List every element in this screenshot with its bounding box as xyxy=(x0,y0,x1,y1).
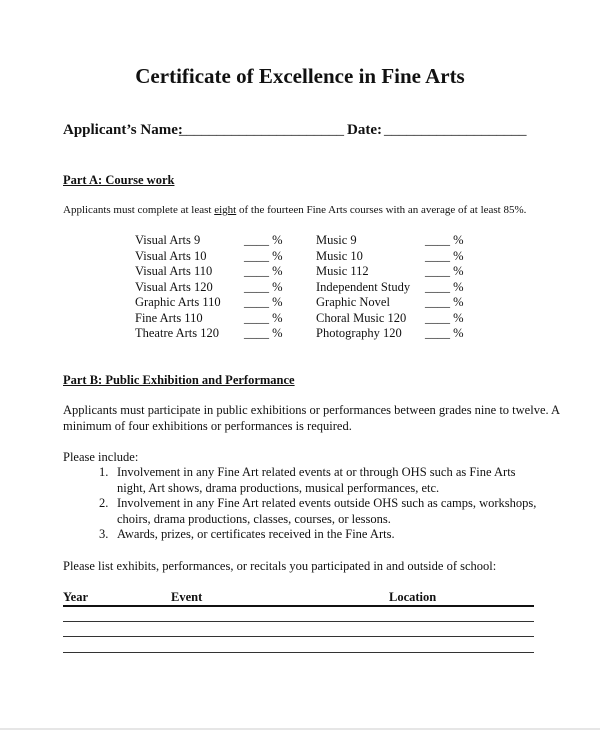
course-name: Music 9 xyxy=(316,233,357,247)
course-percent-field[interactable]: ____ % xyxy=(425,264,464,278)
course-name: Theatre Arts 120 xyxy=(135,326,220,340)
col-header-year: Year xyxy=(63,590,88,604)
course-name: Choral Music 120 xyxy=(316,310,407,325)
page-title: Certificate of Excellence in Fine Arts xyxy=(135,64,465,88)
course-percent-field[interactable]: ____ % xyxy=(244,233,283,247)
part-b-heading: Part B: Public Exhibition and Performance xyxy=(63,373,295,387)
list-item-text: choirs, drama productions, classes, courses, or lessons. xyxy=(117,512,391,526)
date-field[interactable]: ___________________ xyxy=(384,122,527,138)
course-name: Visual Arts 120 xyxy=(135,279,213,294)
entry-line[interactable] xyxy=(63,636,534,637)
part-b-paragraph: Applicants must participate in public exhibitions or performances between grades nine to twelve. A xyxy=(63,403,561,417)
course-percent-field[interactable]: ____ % xyxy=(244,248,283,263)
list-item-text: Involvement in any Fine Art related events outside OHS such as camps, workshops, xyxy=(117,496,537,510)
list-item-text: Involvement in any Fine Art related events at or through OHS such as Fine Arts xyxy=(117,465,516,479)
col-header-event: Event xyxy=(171,590,203,604)
course-percent-field[interactable]: ____ % xyxy=(425,279,464,294)
instr-emphasis: eight xyxy=(214,204,237,216)
course-percent-field[interactable]: ____ % xyxy=(425,295,464,309)
list-number: 3. xyxy=(99,527,109,541)
course-name: Graphic Arts 110 xyxy=(135,295,221,309)
course-name: Music 112 xyxy=(316,264,369,278)
list-number: 1. xyxy=(99,465,109,479)
instr-text: of the fourteen Fine Arts courses with an average of at least 85%. xyxy=(236,204,527,216)
course-name: Visual Arts 9 xyxy=(135,233,201,247)
course-name: Graphic Novel xyxy=(316,295,390,309)
course-percent-field[interactable]: ____ % xyxy=(244,310,283,325)
course-name: Photography 120 xyxy=(316,326,402,340)
applicant-name-field[interactable]: ______________________ xyxy=(179,122,344,138)
applicant-name-label: Applicant’s Name: xyxy=(63,122,183,138)
date-label: Date: xyxy=(347,122,382,138)
course-name: Independent Study xyxy=(316,279,411,294)
list-prompt: Please list exhibits, performances, or recitals you participated in and outside of school: xyxy=(63,559,497,573)
course-percent-field[interactable]: ____ % xyxy=(425,233,464,247)
list-number: 2. xyxy=(99,496,109,510)
course-name: Visual Arts 110 xyxy=(135,264,213,278)
part-a-heading: Part A: Course work xyxy=(63,173,175,187)
course-percent-field[interactable]: ____ % xyxy=(244,279,283,294)
course-percent-field[interactable]: ____ % xyxy=(244,326,283,340)
instr-text: Applicants must complete at least xyxy=(63,204,215,216)
list-item-text: night, Art shows, drama productions, musical performances, etc. xyxy=(117,481,440,495)
course-percent-field[interactable]: ____ % xyxy=(425,326,464,340)
course-percent-field[interactable]: ____ % xyxy=(244,264,283,278)
entry-line[interactable] xyxy=(63,652,534,653)
part-a-instructions xyxy=(63,204,526,216)
course-name: Music 10 xyxy=(316,248,363,263)
entry-line[interactable] xyxy=(63,621,534,622)
course-name: Visual Arts 10 xyxy=(135,248,207,263)
course-name: Fine Arts 110 xyxy=(135,310,203,325)
col-header-location: Location xyxy=(389,590,437,604)
course-percent-field[interactable]: ____ % xyxy=(425,248,464,263)
include-label: Please include: xyxy=(63,450,139,464)
course-percent-field[interactable]: ____ % xyxy=(244,295,283,309)
part-b-paragraph: minimum of four exhibitions or performances is required. xyxy=(63,419,352,433)
course-percent-field[interactable]: ____ % xyxy=(425,310,464,325)
table-header-rule xyxy=(63,605,534,607)
list-item-text: Awards, prizes, or certificates received in the Fine Arts. xyxy=(117,527,395,541)
